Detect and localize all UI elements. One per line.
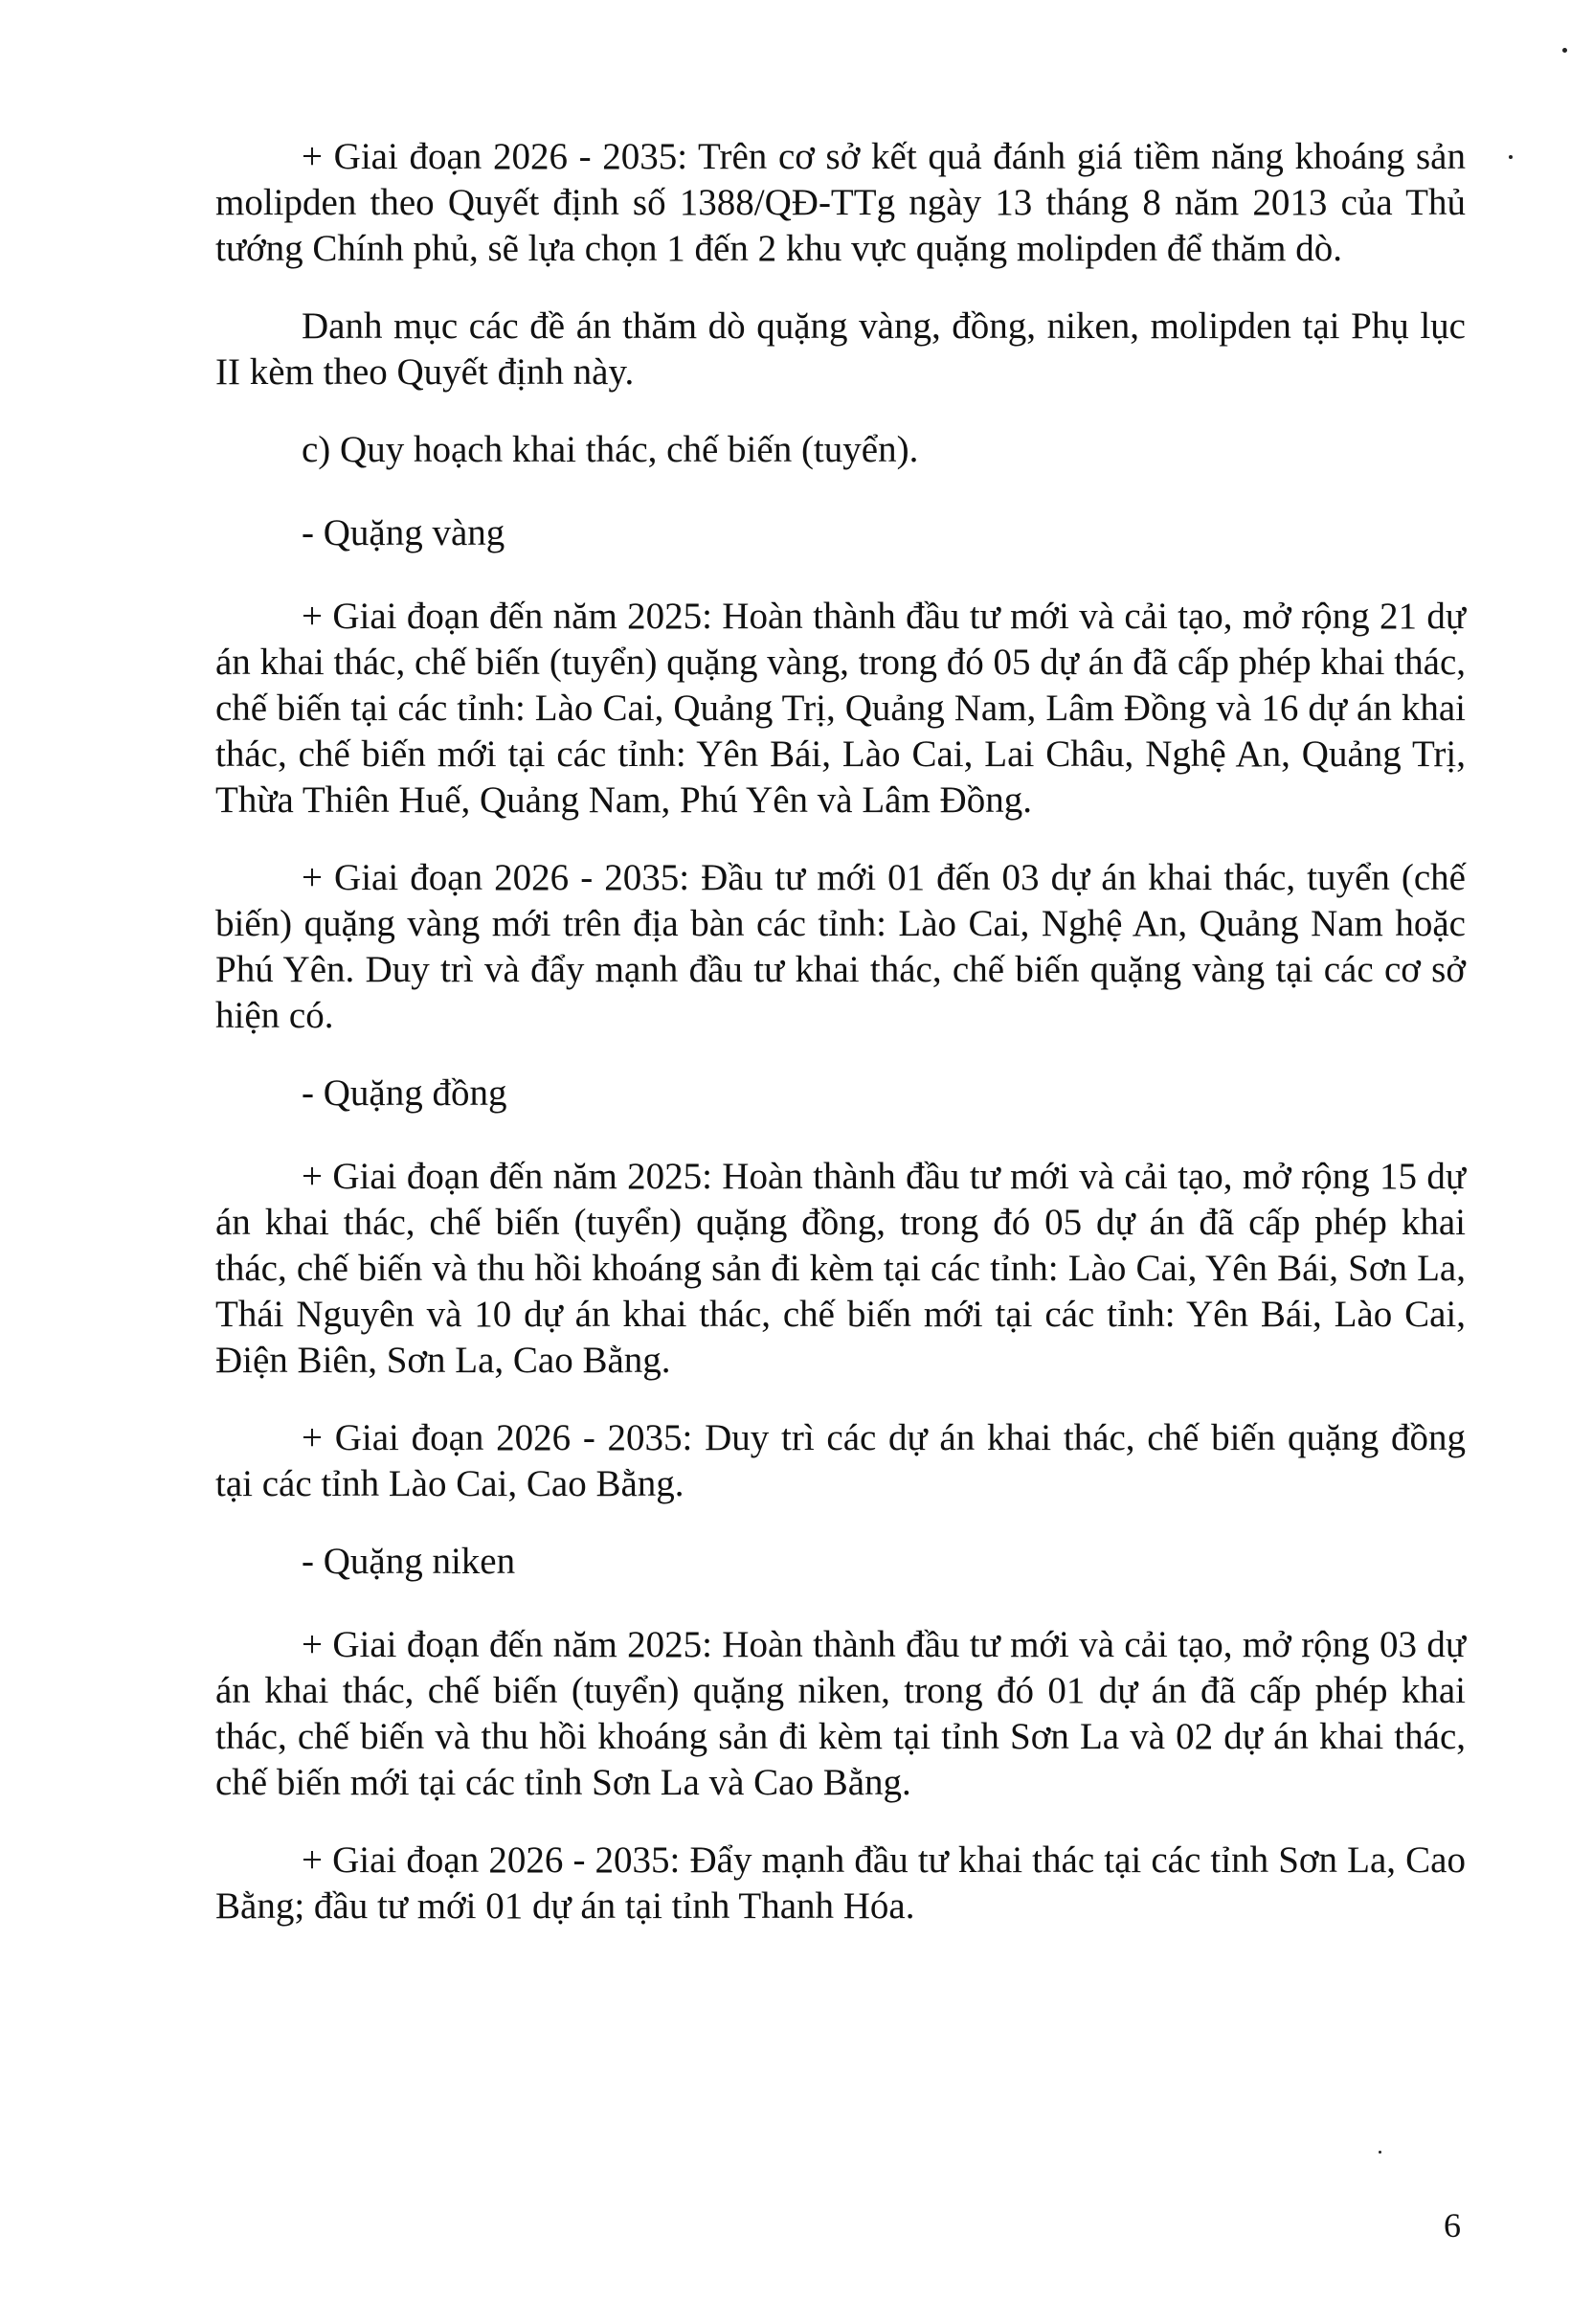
paragraph-nickel-to-2025: + Giai đoạn đến năm 2025: Hoàn thành đầu tư mới và cải tạo, mở rộng 03 dự án khai thác, chế biến (tuyển) quặng niken, trong đó 01 dự án đã cấp phép khai thác, chế biến và thu hồi khoáng sản đi kèm tại tỉnh Sơn La và 02 dự án khai thác, chế biến mới tại các tỉnh Sơn La và Cao Bằng. — [215, 1624, 1466, 1803]
paragraph-appendix-reference: Danh mục các đề án thăm dò quặng vàng, đồng, niken, molipden tại Phụ lục II kèm theo Quyết định này. — [215, 305, 1466, 393]
scan-speck — [1379, 2151, 1381, 2154]
paragraph-gold-to-2025: + Giai đoạn đến năm 2025: Hoàn thành đầu tư mới và cải tạo, mở rộng 21 dự án khai thác, chế biến (tuyển) quặng vàng, trong đó 05 dự án đã cấp phép khai thác, chế biến tại các tỉnh: Lào Cai, Quảng Trị, Quảng Nam, Lâm Đồng và 16 dự án khai thác, chế biến mới tại các tỉnh: Yên Bái, Lào Cai, Lai Châu, Nghệ An, Quảng Trị, Thừa Thiên Huế, Quảng Nam, Phú Yên và Lâm Đồng. — [215, 596, 1466, 821]
subheading-gold-ore: - Quặng vàng — [302, 512, 505, 553]
paragraph-nickel-2026-2035: + Giai đoạn 2026 - 2035: Đẩy mạnh đầu tư khai thác tại các tỉnh Sơn La, Cao Bằng; đầu tư mới 01 dự án tại tỉnh Thanh Hóa. — [215, 1839, 1466, 1927]
paragraph-copper-to-2025: + Giai đoạn đến năm 2025: Hoàn thành đầu tư mới và cải tạo, mở rộng 15 dự án khai thác, chế biến (tuyển) quặng đồng, trong đó 05 dự án đã cấp phép khai thác, chế biến và thu hồi khoáng sản đi kèm tại các tỉnh: Lào Cai, Yên Bái, Sơn La, Thái Nguyên và 10 dự án khai thác, chế biến mới tại các tỉnh: Yên Bái, Lào Cai, Điện Biên, Sơn La, Cao Bằng. — [215, 1156, 1466, 1381]
document-body — [215, 134, 1466, 1961]
paragraph-copper-2026-2035: + Giai đoạn 2026 - 2035: Duy trì các dự án khai thác, chế biến quặng đồng tại các tỉnh Lào Cai, Cao Bằng. — [215, 1417, 1466, 1504]
subheading-copper-ore: - Quặng đồng — [302, 1072, 507, 1114]
paragraph-gold-2026-2035: + Giai đoạn 2026 - 2035: Đầu tư mới 01 đến 03 dự án khai thác, tuyển (chế biến) quặng vàng mới trên địa bàn các tỉnh: Lào Cai, Nghệ An, Quảng Nam hoặc Phú Yên. Duy trì và đẩy mạnh đầu tư khai thác, chế biến quặng vàng tại các cơ sở hiện có. — [215, 857, 1466, 1036]
page-number: 6 — [1444, 2206, 1461, 2245]
scan-speck — [1562, 48, 1567, 53]
scan-speck — [1509, 155, 1513, 159]
paragraph-molipden-2026-2035: + Giai đoạn 2026 - 2035: Trên cơ sở kết quả đánh giá tiềm năng khoáng sản molipden theo Quyết định số 1388/QĐ-TTg ngày 13 tháng 8 năm 2013 của Thủ tướng Chính phủ, sẽ lựa chọn 1 đến 2 khu vực quặng molipden để thăm dò. — [215, 136, 1466, 269]
subheading-nickel-ore: - Quặng niken — [302, 1541, 516, 1582]
section-heading-mining-processing: c) Quy hoạch khai thác, chế biến (tuyển). — [302, 429, 919, 470]
